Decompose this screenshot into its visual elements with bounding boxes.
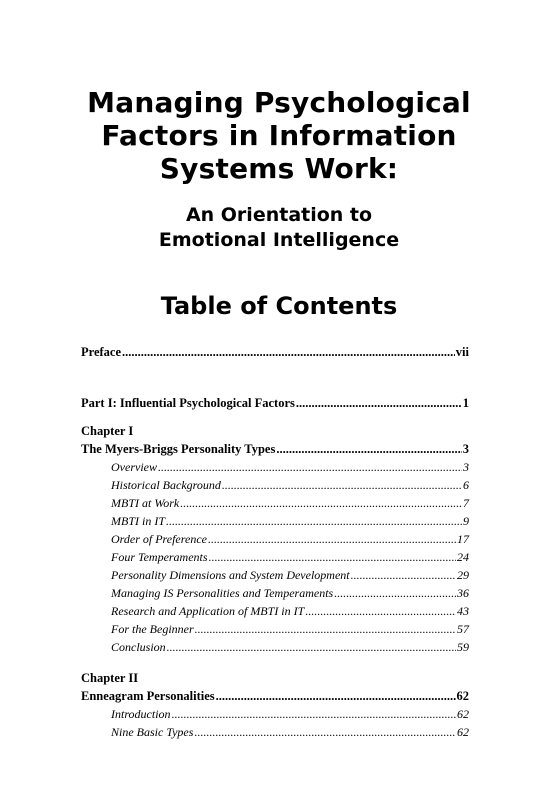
toc-subentry[interactable] xyxy=(81,723,469,741)
toc-entry-label: Research and Application of MBTI in IT xyxy=(111,604,305,618)
toc-entry-page: vii xyxy=(455,345,469,359)
toc-entry-page: 17 xyxy=(457,532,469,546)
toc-entry-chapter-1[interactable] xyxy=(81,440,469,458)
toc-subentry[interactable] xyxy=(81,566,469,584)
dot-leader xyxy=(122,343,455,361)
toc-entry-label: Part I: Influential Psychological Factors xyxy=(81,396,295,410)
dot-leader xyxy=(334,584,456,602)
toc-entry-page: 3 xyxy=(462,442,469,456)
book-title xyxy=(0,86,558,185)
toc-entry-label: MBTI in IT xyxy=(111,514,165,528)
toc-entry-label: Nine Basic Types xyxy=(111,725,194,739)
toc-entry-page: 9 xyxy=(463,514,469,528)
toc-entry-label: Conclusion xyxy=(111,640,166,654)
chapter-number: Chapter I xyxy=(81,424,134,438)
toc-entry-label: For the Beginner xyxy=(111,622,194,636)
dot-leader xyxy=(167,638,456,656)
dot-leader xyxy=(305,602,456,620)
toc-entry-label: Preface xyxy=(81,345,122,359)
toc-entry-page: 7 xyxy=(463,496,469,510)
dot-leader xyxy=(351,566,456,584)
table-of-contents xyxy=(81,343,469,741)
toc-entry-page: 1 xyxy=(462,396,469,410)
book-title-line: Systems Work: xyxy=(159,152,399,185)
book-subtitle-line: An Orientation to xyxy=(185,204,373,226)
toc-entry-label: Introduction xyxy=(111,707,171,721)
toc-subentry[interactable] xyxy=(81,602,469,620)
toc-entry-page: 62 xyxy=(456,689,469,703)
toc-subentry[interactable] xyxy=(81,476,469,494)
book-subtitle xyxy=(0,203,558,253)
toc-subentry[interactable] xyxy=(81,620,469,638)
book-title-line: Managing Psychological xyxy=(87,86,471,119)
dot-leader xyxy=(195,620,456,638)
dot-leader xyxy=(172,705,456,723)
toc-entry-preface[interactable] xyxy=(81,343,469,361)
toc-subentry[interactable] xyxy=(81,494,469,512)
toc-entry-page: 6 xyxy=(463,478,469,492)
dot-leader xyxy=(209,548,456,566)
toc-entry-page: 29 xyxy=(457,568,469,582)
toc-subentry[interactable] xyxy=(81,530,469,548)
toc-entry-chapter-2[interactable] xyxy=(81,687,469,705)
toc-entry-label: Overview xyxy=(111,460,157,474)
dot-leader xyxy=(216,687,456,705)
dot-leader xyxy=(194,723,456,741)
toc-subentry[interactable] xyxy=(81,705,469,723)
toc-entry-page: 59 xyxy=(457,640,469,654)
spacer xyxy=(81,656,469,669)
toc-entry-label: MBTI at Work xyxy=(111,496,180,510)
dot-leader xyxy=(208,530,456,548)
toc-entry-page: 62 xyxy=(457,725,469,739)
toc-entry-label: Enneagram Personalities xyxy=(81,689,215,703)
toc-entry-label: Order of Preference xyxy=(111,532,207,546)
toc-entry-label: The Myers-Briggs Personality Types xyxy=(81,442,276,456)
toc-entry-page: 3 xyxy=(463,460,469,474)
toc-subentry[interactable] xyxy=(81,638,469,656)
spacer xyxy=(81,361,469,394)
toc-entry-label: Managing IS Personalities and Temperaments xyxy=(111,586,334,600)
book-subtitle-line: Emotional Intelligence xyxy=(158,229,400,251)
toc-heading: Table of Contents xyxy=(160,292,398,320)
dot-leader xyxy=(276,440,461,458)
toc-entry-page: 62 xyxy=(457,707,469,721)
toc-entry-page: 57 xyxy=(457,622,469,636)
dot-leader xyxy=(166,512,462,530)
chapter-number: Chapter II xyxy=(81,671,139,685)
toc-entry-label: Historical Background xyxy=(111,478,221,492)
dot-leader xyxy=(296,394,462,412)
toc-subentry[interactable] xyxy=(81,548,469,566)
toc-entry-page: 36 xyxy=(457,586,469,600)
toc-entry-part-1[interactable] xyxy=(81,394,469,412)
toc-entry-page: 24 xyxy=(457,550,469,564)
book-title-line: Factors in Information xyxy=(101,119,457,152)
toc-entry-label: Personality Dimensions and System Development xyxy=(111,568,350,582)
book-title-block xyxy=(0,86,558,253)
dot-leader xyxy=(180,494,462,512)
dot-leader xyxy=(158,458,462,476)
spacer xyxy=(81,412,469,422)
toc-entry-page: 43 xyxy=(457,604,469,618)
dot-leader xyxy=(222,476,462,494)
toc-subentry[interactable] xyxy=(81,584,469,602)
toc-subentry[interactable] xyxy=(81,458,469,476)
toc-entry-label: Four Temperaments xyxy=(111,550,208,564)
toc-subentry[interactable] xyxy=(81,512,469,530)
